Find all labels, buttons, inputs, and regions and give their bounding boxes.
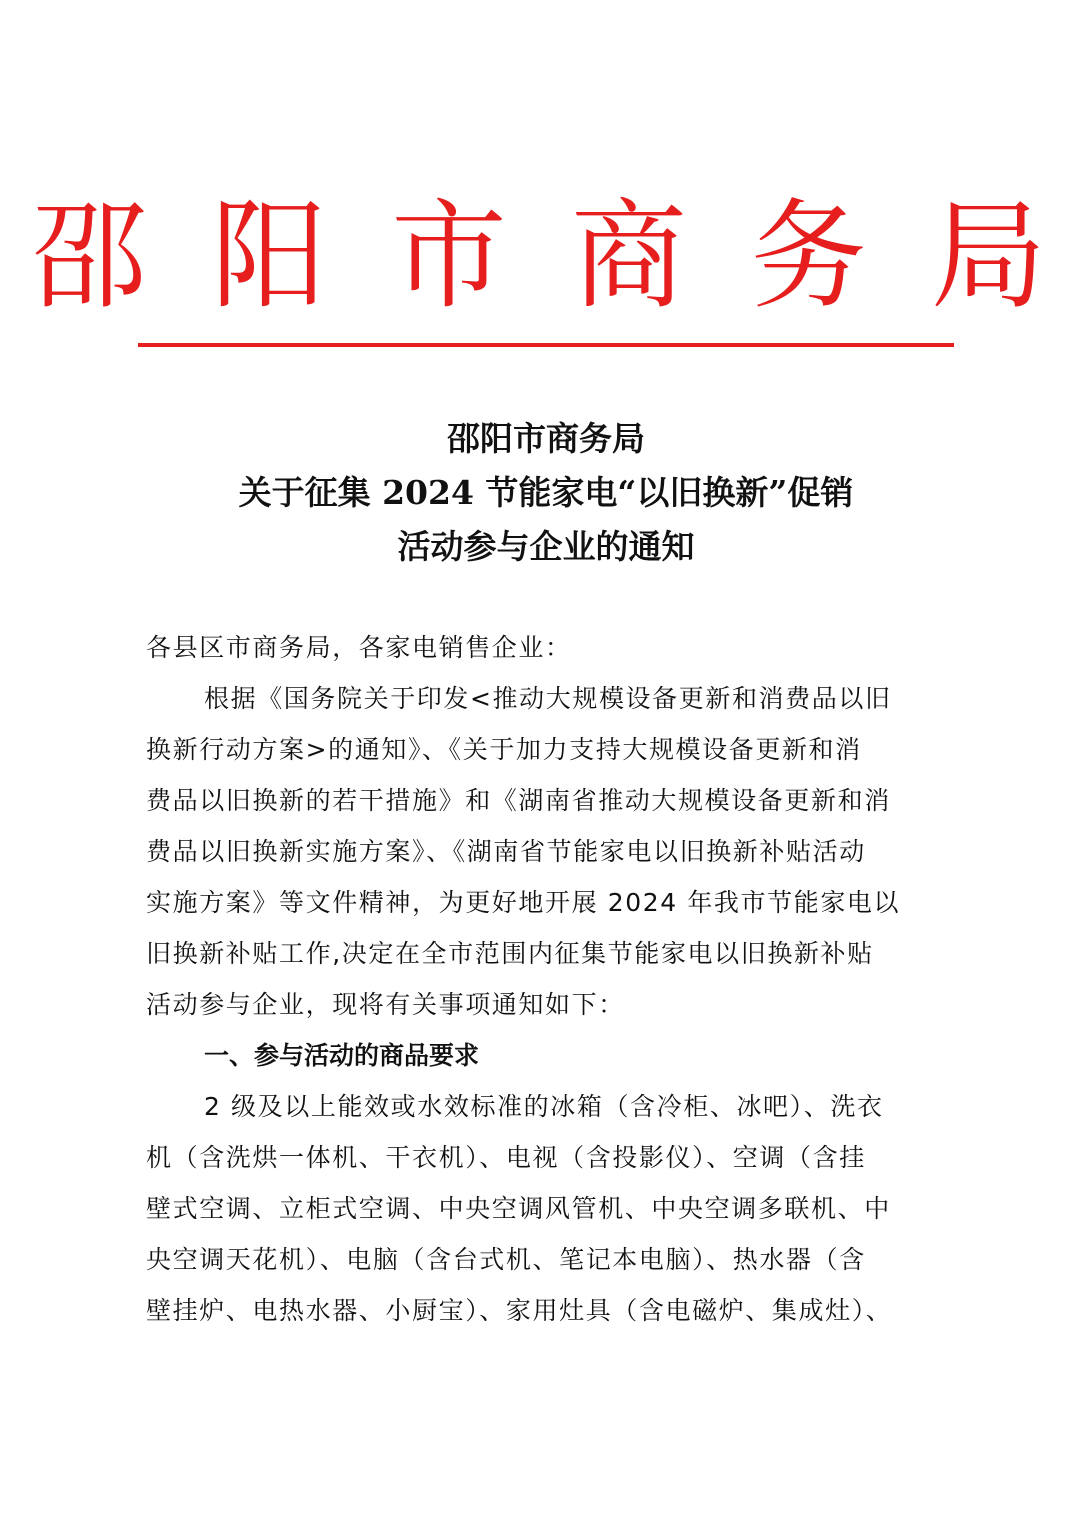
document-title <box>140 412 952 574</box>
paragraph-line: 活动参与企业，现将有关事项通知如下： <box>146 990 625 1019</box>
paragraph-line: 2 级及以上能效或水效标准的冰箱（含冷柜、冰吧）、洗衣 <box>204 1092 884 1121</box>
title-line-3: 活动参与企业的通知 <box>397 527 695 566</box>
document-body <box>146 622 958 1336</box>
salutation: 各县区市商务局，各家电销售企业： <box>146 633 572 662</box>
letterhead-org-name: 邵 阳 市 商 务 局 <box>31 187 1061 325</box>
paragraph-line: 实施方案》等文件精神，为更好地开展 2024 年我市节能家电以 <box>146 888 901 917</box>
paragraph-line: 机（含洗烘一体机、干衣机）、电视（含投影仪）、空调（含挂 <box>146 1143 866 1172</box>
title-line-1: 邵阳市商务局 <box>447 419 645 458</box>
paragraph-product-requirements <box>146 1081 958 1336</box>
paragraph-line: 壁式空调、立柜式空调、中央空调风管机、中央空调多联机、中 <box>146 1194 891 1223</box>
letterhead <box>31 186 1061 326</box>
paragraph-line: 央空调天花机）、电脑（含台式机、笔记本电脑）、热水器（含 <box>146 1245 866 1274</box>
paragraph-line: 费品以旧换新的若干措施》和《湖南省推动大规模设备更新和消 <box>146 786 891 815</box>
paragraph-line: 换新行动方案>的通知》、《关于加力支持大规模设备更新和消 <box>146 735 862 764</box>
paragraph-line: 根据《国务院关于印发<推动大规模设备更新和消费品以旧 <box>204 684 892 713</box>
paragraph-intro <box>146 673 958 1030</box>
paragraph-line: 费品以旧换新实施方案》、《湖南省节能家电以旧换新补贴活动 <box>146 837 866 866</box>
paragraph-line: 壁挂炉、电热水器、小厨宝）、家用灶具（含电磁炉、集成灶）、 <box>146 1296 893 1325</box>
section-heading-1: 一、参与活动的商品要求 <box>204 1041 480 1070</box>
paragraph-line: 旧换新补贴工作,决定在全市范围内征集节能家电以旧换新补贴 <box>146 939 874 968</box>
letterhead-red-rule <box>138 343 954 347</box>
title-line-2: 关于征集 2024 节能家电“以旧换新”促销 <box>238 473 854 512</box>
